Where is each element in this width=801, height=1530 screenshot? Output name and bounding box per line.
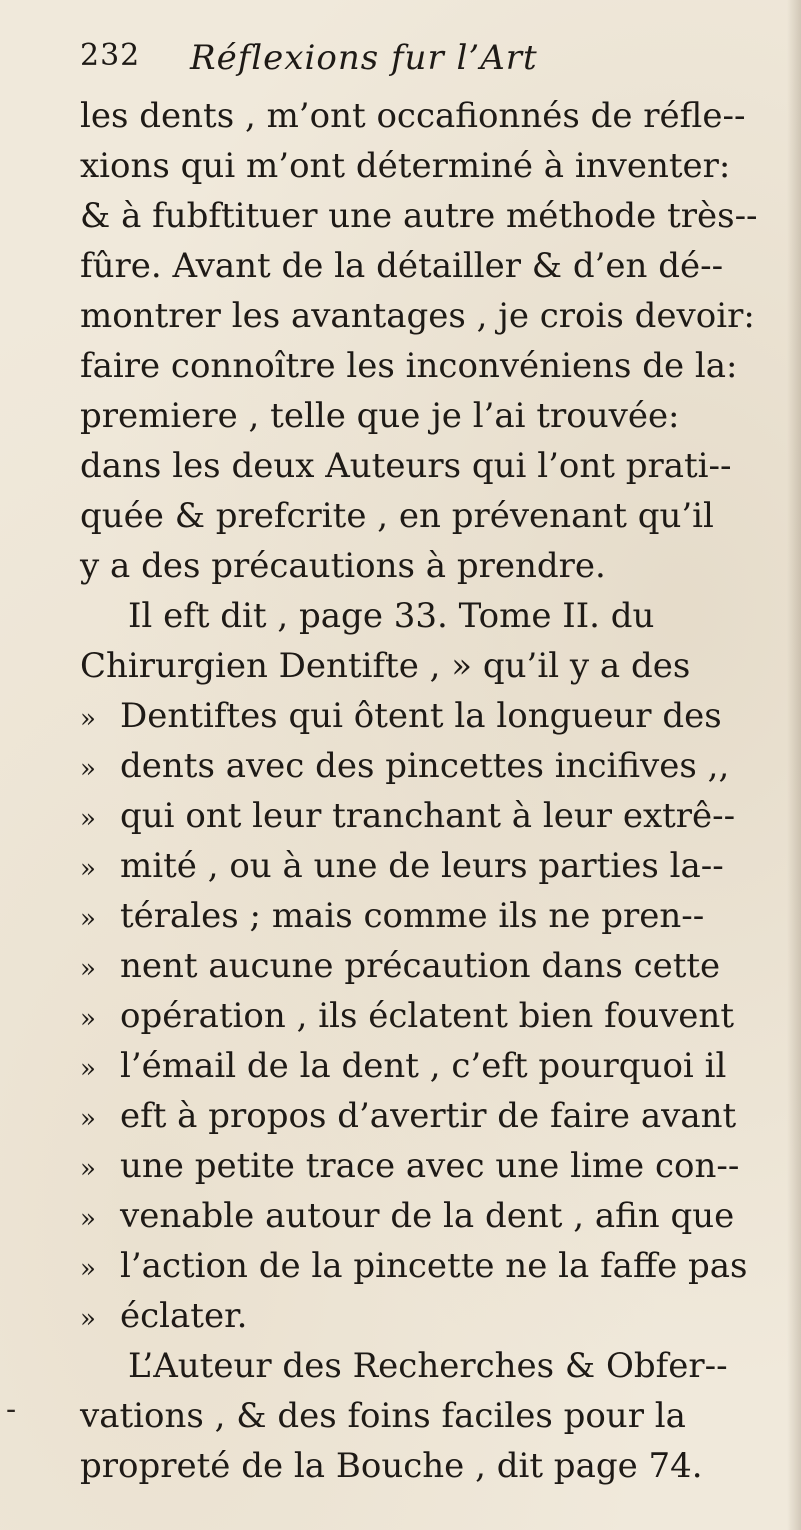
line-text: xions qui m’ont déterminé à inventer:	[80, 146, 731, 186]
text-line	[80, 346, 738, 386]
line-text: faire connoître les inconvéniens de la:	[80, 346, 738, 386]
text-line	[80, 446, 732, 486]
quote-mark: »	[80, 1304, 96, 1334]
line-text: montrer les avantages , je crois devoir:	[80, 296, 755, 336]
quote-mark: »	[80, 1154, 96, 1184]
line-text: éclater.	[120, 1296, 248, 1336]
quote-mark: »	[80, 854, 96, 884]
margin-dash-mark: -	[6, 1392, 17, 1427]
line-text: eft à propos d’avertir de faire avant	[120, 1096, 737, 1136]
line-text: qui ont leur tranchant à leur extrê--	[120, 796, 736, 836]
text-line	[80, 1296, 247, 1336]
text-line	[80, 1446, 703, 1486]
line-text: vations , & des foins faciles pour la	[80, 1396, 686, 1436]
text-line	[80, 946, 720, 986]
quote-mark: »	[80, 1054, 96, 1084]
line-text: fûre. Avant de la détailler & d’en dé--	[80, 246, 724, 286]
quote-mark: »	[80, 704, 96, 734]
running-title: Réflexions fur l’Art	[190, 38, 538, 78]
line-text: quée & prefcrite , en prévenant qu’il	[80, 496, 714, 536]
text-line	[128, 596, 654, 636]
text-line	[80, 546, 606, 586]
quote-mark: »	[80, 1254, 96, 1284]
page-number: 232	[80, 38, 141, 73]
text-line	[80, 1096, 736, 1136]
text-line	[80, 146, 730, 186]
line-text: opération , ils éclatent bien fouvent	[120, 996, 734, 1036]
text-line	[80, 496, 714, 536]
text-line	[80, 696, 722, 736]
line-text: une petite trace avec une lime con--	[120, 1146, 740, 1186]
text-line	[80, 1196, 734, 1236]
quote-mark: »	[80, 804, 96, 834]
line-text: mité , ou à une de leurs parties la--	[120, 846, 724, 886]
text-line	[80, 1146, 739, 1186]
line-text: venable autour de la dent , afin que	[120, 1196, 735, 1236]
line-text: Dentiftes qui ôtent la longueur des	[120, 696, 722, 736]
line-text: Il eft dit , page 33. Tome II. du	[128, 596, 655, 636]
quote-mark: »	[80, 904, 96, 934]
line-text: dans les deux Auteurs qui l’ont prati--	[80, 446, 732, 486]
page-header	[80, 38, 780, 82]
quote-mark: »	[80, 754, 96, 784]
quote-mark: »	[80, 954, 96, 984]
text-line	[80, 396, 680, 436]
line-text: l’action de la pincette ne la faffe pas	[120, 1246, 748, 1286]
text-line	[80, 846, 724, 886]
line-text: l’émail de la dent , c’eft pourquoi il	[120, 1046, 727, 1086]
text-line	[80, 1246, 748, 1286]
text-line	[80, 96, 745, 136]
text-line	[80, 1396, 686, 1436]
text-line	[80, 296, 755, 336]
text-line	[80, 246, 723, 286]
text-line	[80, 746, 729, 786]
line-text: térales ; mais comme ils ne pren--	[120, 896, 705, 936]
text-line	[80, 796, 735, 836]
line-text: y a des précautions à prendre.	[80, 546, 606, 586]
line-text: L’Auteur des Recherches & Obfer--	[128, 1346, 728, 1386]
line-text: les dents , m’ont occafionnés de réfle--	[80, 96, 746, 136]
quote-mark: »	[80, 1004, 96, 1034]
line-text: Chirurgien Dentifte , » qu’il y a des	[80, 646, 691, 686]
text-line	[80, 646, 690, 686]
quote-mark: »	[80, 1104, 96, 1134]
text-line	[80, 996, 734, 1036]
line-text: nent aucune précaution dans cette	[120, 946, 721, 986]
text-line	[80, 896, 704, 936]
text-line	[80, 196, 758, 236]
quote-mark: »	[80, 1204, 96, 1234]
line-text: dents avec des pincettes incifives ,,	[120, 746, 730, 786]
page-edge-shadow	[787, 0, 801, 1530]
line-text: & à fubftituer une autre méthode très--	[80, 196, 758, 236]
text-line	[80, 1046, 726, 1086]
line-text: premiere , telle que je l’ai trouvée:	[80, 396, 680, 436]
line-text: propreté de la Bouche , dit page 74.	[80, 1446, 703, 1486]
text-line	[128, 1346, 728, 1386]
